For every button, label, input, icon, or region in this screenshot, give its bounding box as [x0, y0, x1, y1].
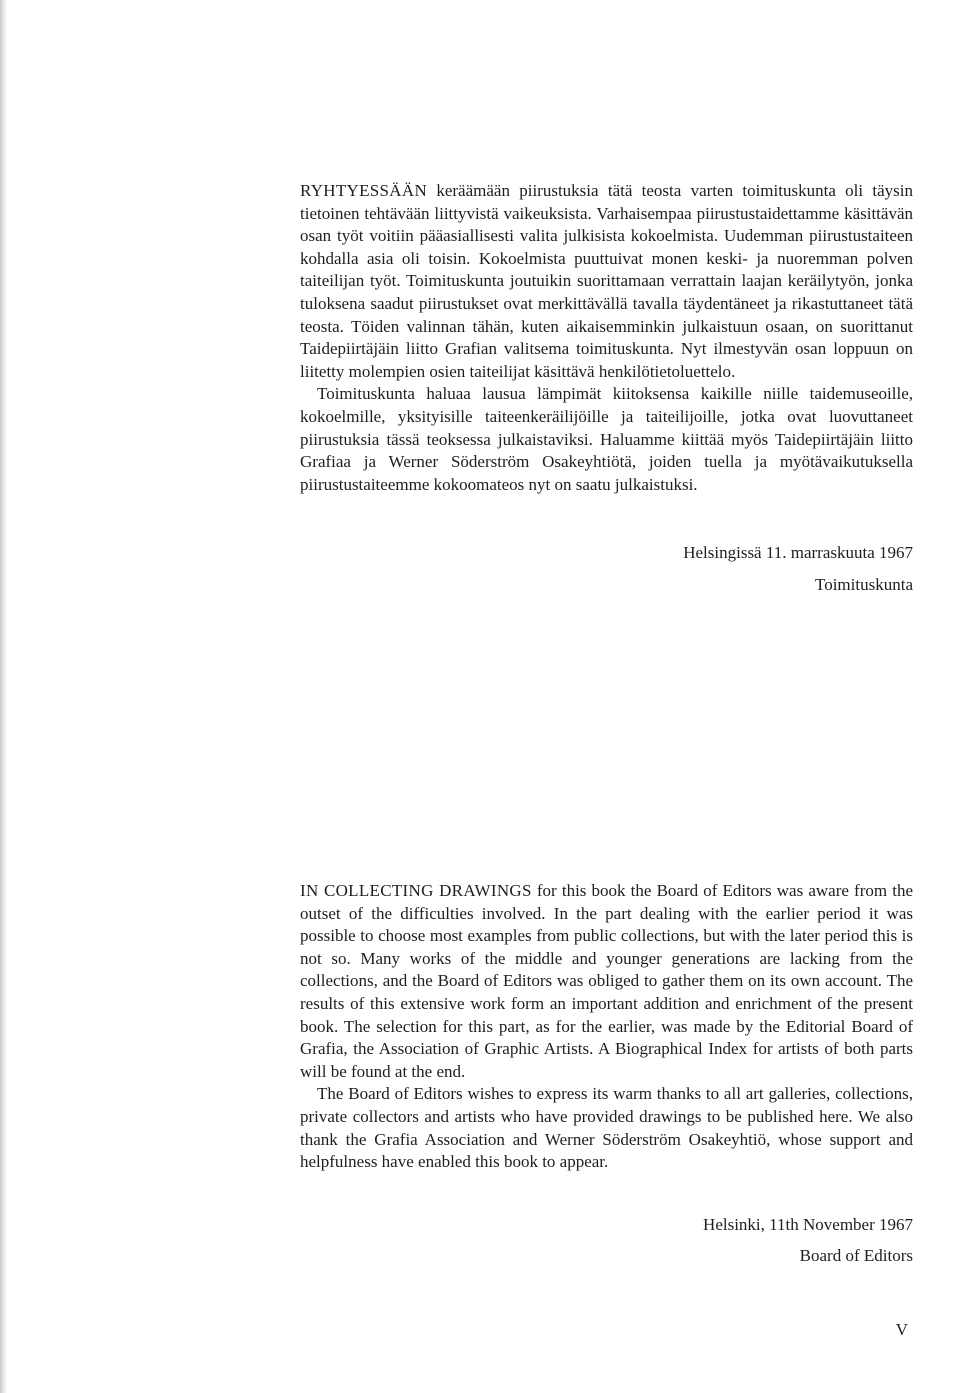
- finnish-paragraph-1: [300, 180, 913, 383]
- finnish-signature: Toimituskunta: [815, 575, 913, 594]
- finnish-lead-caps: RYHTYESSÄÄN: [300, 181, 428, 200]
- page-spine-shadow: [0, 0, 7, 1393]
- english-preface: [300, 880, 913, 1174]
- finnish-place-date: Helsingissä 11. marraskuuta 1967: [683, 543, 913, 562]
- english-lead-caps: IN COLLECTING DRAWINGS: [300, 881, 532, 900]
- finnish-paragraph-2: Toimituskunta haluaa lausua lämpimät kiitoksensa kaikille niille taidemuseoille, kokoelmille, yksityisille taiteenkeräilijöille ja taiteilijoille, jotka ovat luovuttaneet piirustuksia tässä teoksessa julkaistaviksi. Haluamme kiittää myös Taidepiirtäjäin liitto Grafiaa ja Werner Söderström Osakeyhtiötä, joiden tuella ja myötävaikutuksella piirustustaiteemme kokoomateos nyt on saatu julkaistuksi.: [300, 384, 913, 494]
- english-paragraph-2: The Board of Editors wishes to express its warm thanks to all art galleries, collections, private collectors and artists who have provided drawings to be published here. We also thank the Grafia Association and Werner Söderström Osakeyhtiö, whose support and helpfulness have enabled this book to appear.: [300, 1084, 913, 1172]
- english-place-date: Helsinki, 11th November 1967: [703, 1215, 913, 1234]
- page-number: V: [895, 1320, 908, 1339]
- finnish-paragraph-1-text: keräämään piirustuksia tätä teosta varten toimituskunta oli täysin tietoinen tehtävään liittyvistä vaikeuksista. Varhaisempaa piirustustaidettamme käsittävän osan työt voitiin pääasiallisesti valita julkisista kokoelmista. Uudemman piirustustaiteen kohdalla asia oli toisin. Kokoelmista puuttuivat monen keski- ja nuoremman polven taiteilijan työt. Toimituskunta joutuikin suorittamaan verrattain laajan keräilytyön, jonka tuloksena saadut piirustukset ovat merkittävällä tavalla täydentäneet ja rikastuttaneet tätä teosta. Töiden valinnan tähän, kuten aikaisemminkin julkaistuun osaan, on suorittanut Taidepiirtäjäin liitto Grafian valitsema toimituskunta. Nyt ilmestyvän osan loppuun on liitetty molempien osien taiteilijat käsittävä henkilötietoluettelo.: [300, 181, 913, 381]
- english-signature: Board of Editors: [799, 1246, 913, 1265]
- english-paragraph-1-text: for this book the Board of Editors was aware from the outset of the difficulties involved. In the part dealing with the earlier period it was possible to choose most examples from public collections, but with the later period this is not so. Many works of the middle and younger generations are lacking from the collections, and the Board of Editors was obliged to gather them on its own account. The results of this extensive work form an important addition and enrichment of the present book. The selection for this part, as for the earlier, was made by the Editorial Board of Grafia, the Association of Graphic Artists. A Biographical Index for artists of both parts will be found at the end.: [300, 881, 913, 1081]
- finnish-preface: [300, 180, 913, 496]
- english-paragraph-1: [300, 880, 913, 1083]
